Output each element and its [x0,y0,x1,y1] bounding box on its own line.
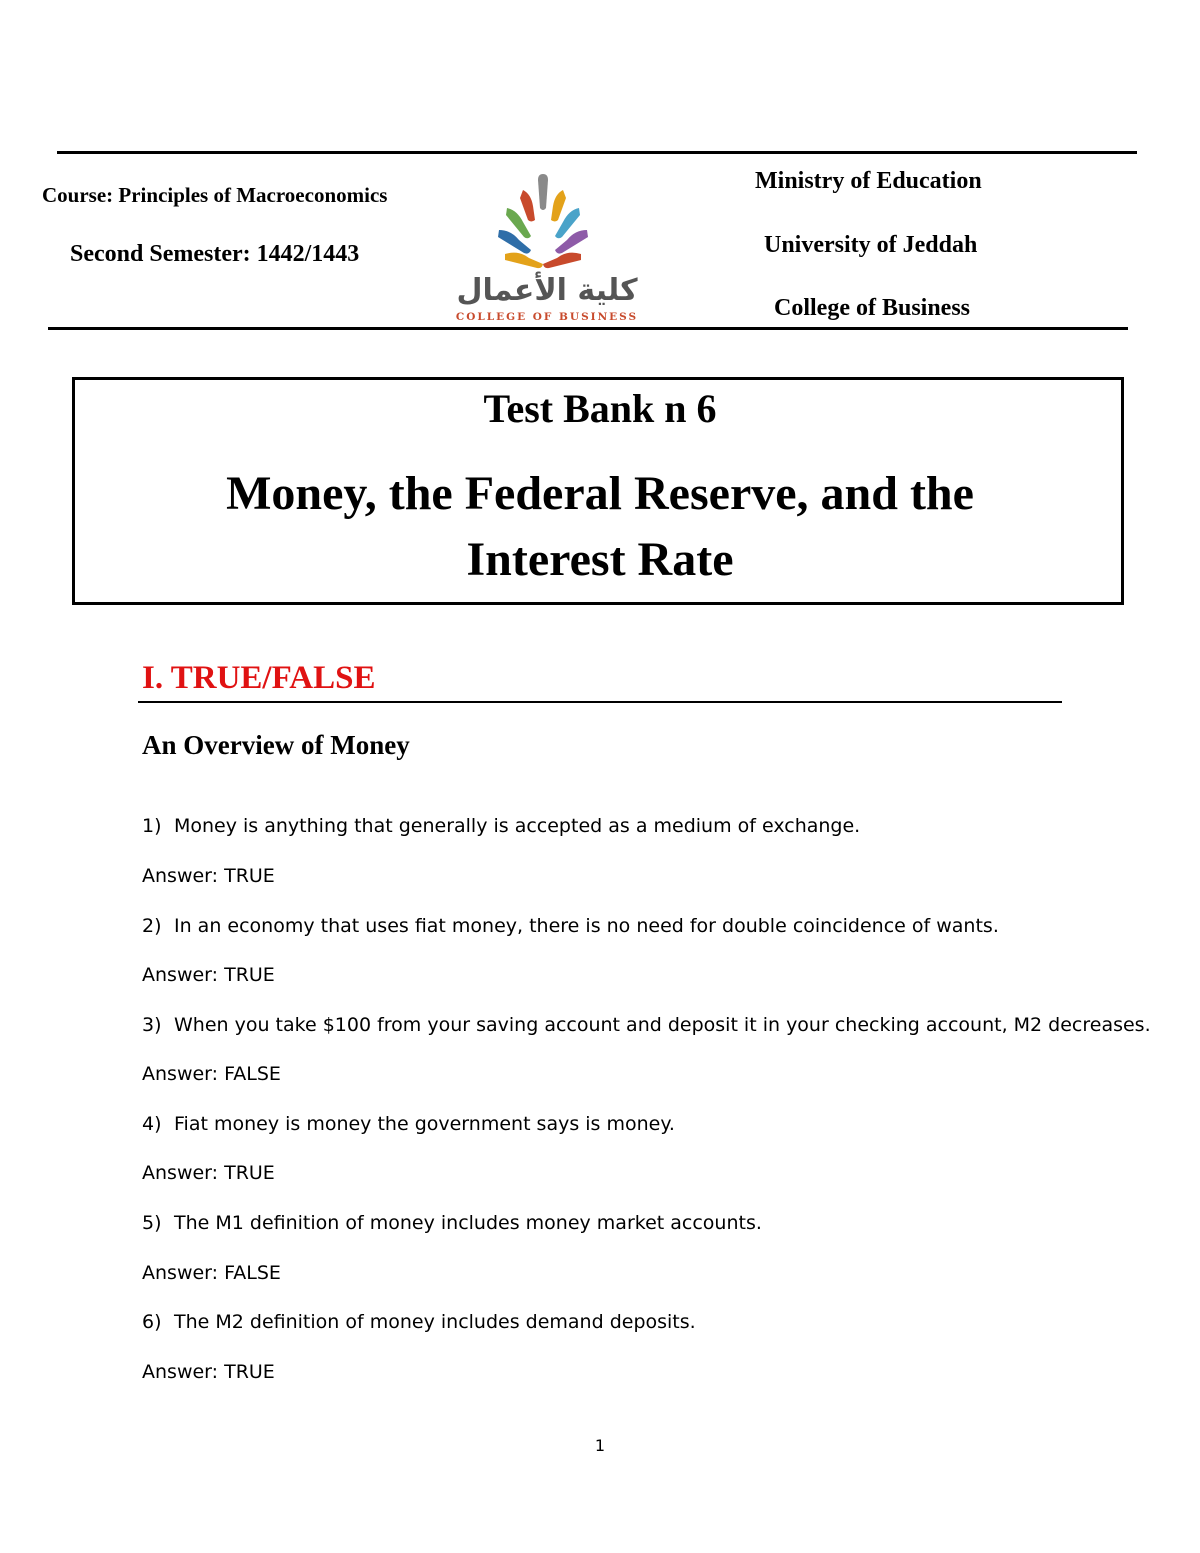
subsection-heading: An Overview of Money [142,730,410,760]
question-number: 5) [142,1212,162,1234]
question-text: The M2 definition of money includes demand deposits. [174,1311,696,1333]
college-label: College of Business [774,295,971,321]
answer-4: Answer: TRUE [142,1162,275,1184]
university-label: University of Jeddah [764,232,978,258]
question-3 [142,1014,1151,1036]
section-rule [138,701,1062,703]
semester-label: Second Semester: 1442/1443 [70,241,360,267]
chapter-title-line-1: Money, the Federal Reserve, and the [226,467,974,520]
question-text: The M1 definition of money includes money market accounts. [174,1212,762,1234]
question-number: 4) [142,1113,162,1135]
page-number: 1 [594,1436,606,1455]
chapter-title-line-2: Interest Rate [466,533,734,586]
question-6 [142,1311,696,1333]
logo-english-text: COLLEGE OF BUSINESS [455,311,639,323]
logo-arabic-text: كلية الأعمال [456,273,638,308]
header-top-rule [57,151,1137,154]
question-text: Fiat money is money the government says is money. [174,1113,675,1135]
question-4 [142,1113,675,1135]
answer-5: Answer: FALSE [142,1262,281,1284]
answer-1: Answer: TRUE [142,865,275,887]
question-text: When you take $100 from your saving account and deposit it in your checking account, M2 decreases. [174,1014,1151,1036]
question-text: Money is anything that generally is accepted as a medium of exchange. [174,815,861,837]
answer-2: Answer: TRUE [142,964,275,986]
question-1 [142,815,860,837]
answer-3: Answer: FALSE [142,1063,281,1085]
ministry-label: Ministry of Education [755,168,982,194]
question-number: 2) [142,915,162,937]
test-bank-title: Test Bank n 6 [483,386,717,431]
course-label: Course: Principles of Macroeconomics [42,183,388,207]
question-number: 3) [142,1014,162,1036]
college-of-business-logo [455,168,640,328]
question-number: 1) [142,815,162,837]
question-2 [142,915,999,937]
question-5 [142,1212,762,1234]
answer-6: Answer: TRUE [142,1361,275,1383]
question-text: In an economy that uses fiat money, there is no need for double coincidence of wants. [174,915,999,937]
chapter-title [0,463,1200,591]
question-number: 6) [142,1311,162,1333]
section-heading: I. TRUE/FALSE [142,660,376,696]
